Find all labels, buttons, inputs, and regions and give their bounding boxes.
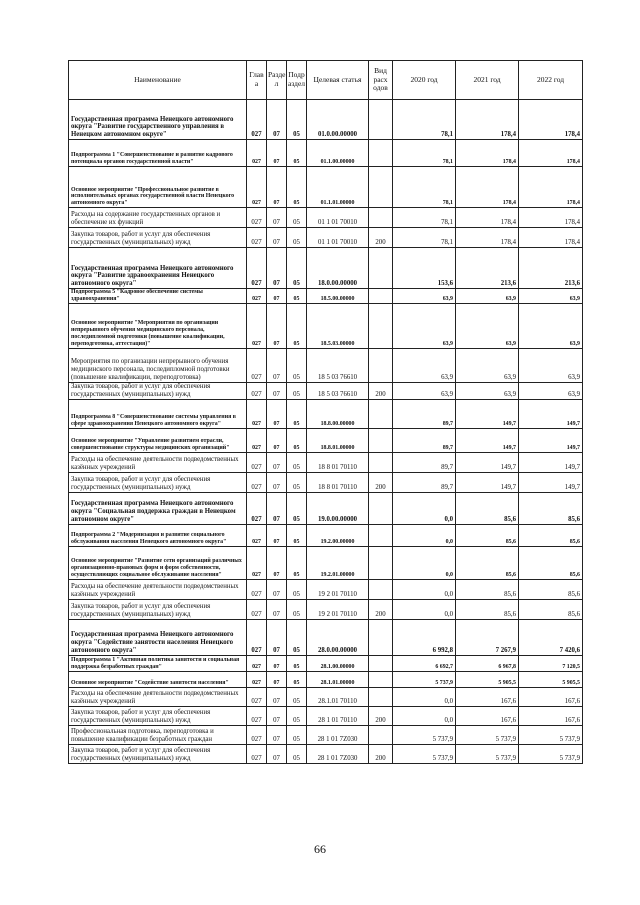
cell-name: Мероприятия по организации непрерывного обучения медицинского персонала, последипломной подготовки (повышение квалификации, переподготовка) — [69, 348, 247, 382]
cell-y2022: 7 120,5 — [519, 655, 583, 671]
cell-podrazdel: 05 — [287, 492, 307, 524]
cell-y2020: 78,1 — [393, 140, 456, 167]
cell-y2021: 5 905,5 — [456, 671, 519, 687]
cell-y2020: 89,7 — [393, 472, 456, 492]
cell-name: Закупка товаров, работ и услуг для обеспечения государственных (муниципальных) нужд — [69, 228, 247, 248]
cell-y2020: 0,0 — [393, 687, 456, 706]
cell-razdel: 07 — [267, 706, 287, 725]
cell-vid — [369, 167, 393, 208]
cell-y2021: 6 967,8 — [456, 655, 519, 671]
cell-glava: 027 — [247, 472, 267, 492]
cell-podrazdel: 05 — [287, 382, 307, 399]
cell-razdel: 07 — [267, 208, 287, 228]
cell-name: Подпрограмма 1 "Совершенствование и развитие кадрового потенциала органов государственной власти" — [69, 140, 247, 167]
table-row — [69, 725, 583, 744]
cell-y2022: 149,7 — [519, 452, 583, 472]
cell-name: Государственная программа Ненецкого автономного округа "Содействие занятости населения Ненецкого автономного округа" — [69, 619, 247, 655]
cell-target: 28 1 01 70110 — [307, 706, 369, 725]
cell-razdel: 07 — [267, 399, 287, 428]
cell-target: 28 1 01 7Z030 — [307, 725, 369, 744]
cell-podrazdel: 05 — [287, 687, 307, 706]
table-row — [69, 492, 583, 524]
cell-vid: 200 — [369, 744, 393, 763]
cell-target: 18.8.00.00000 — [307, 399, 369, 428]
cell-target: 18 8 01 70110 — [307, 452, 369, 472]
cell-vid — [369, 546, 393, 579]
cell-y2021: 149,7 — [456, 452, 519, 472]
cell-razdel: 07 — [267, 382, 287, 399]
cell-vid — [369, 655, 393, 671]
cell-y2020: 63,9 — [393, 382, 456, 399]
cell-target: 18 5 03 76610 — [307, 382, 369, 399]
cell-y2021: 63,9 — [456, 303, 519, 348]
cell-vid — [369, 671, 393, 687]
cell-y2021: 85,6 — [456, 546, 519, 579]
cell-target: 18.5.03.00000 — [307, 303, 369, 348]
cell-razdel: 07 — [267, 228, 287, 248]
cell-y2021: 178,4 — [456, 100, 519, 140]
cell-y2020: 89,7 — [393, 399, 456, 428]
cell-glava: 027 — [247, 428, 267, 452]
cell-y2022: 178,4 — [519, 140, 583, 167]
cell-name: Закупка товаров, работ и услуг для обеспечения государственных (муниципальных) нужд — [69, 599, 247, 619]
cell-target: 28.1.01 70110 — [307, 687, 369, 706]
cell-y2020: 0,0 — [393, 524, 456, 546]
cell-podrazdel: 05 — [287, 579, 307, 599]
table-row — [69, 706, 583, 725]
header-vid: Вид расх одов — [369, 61, 393, 100]
cell-target: 01.1.01.00000 — [307, 167, 369, 208]
cell-podrazdel: 05 — [287, 348, 307, 382]
cell-name: Подпрограмма 1 "Активная политика занятости и социальная поддержка безработных граждан" — [69, 655, 247, 671]
cell-vid — [369, 428, 393, 452]
cell-vid — [369, 619, 393, 655]
cell-podrazdel: 05 — [287, 619, 307, 655]
cell-razdel: 07 — [267, 619, 287, 655]
table-row — [69, 452, 583, 472]
cell-glava: 027 — [247, 744, 267, 763]
cell-vid: 200 — [369, 228, 393, 248]
cell-y2020: 0,0 — [393, 706, 456, 725]
cell-y2020: 6 992,8 — [393, 619, 456, 655]
table-row — [69, 399, 583, 428]
cell-podrazdel: 05 — [287, 725, 307, 744]
cell-glava: 027 — [247, 289, 267, 304]
cell-target: 19 2 01 70110 — [307, 599, 369, 619]
cell-razdel: 07 — [267, 167, 287, 208]
cell-vid: 200 — [369, 706, 393, 725]
cell-glava: 027 — [247, 687, 267, 706]
cell-vid — [369, 100, 393, 140]
cell-glava: 027 — [247, 167, 267, 208]
cell-name: Подпрограмма 5 "Кадровое обеспечение системы здравоохранения" — [69, 289, 247, 304]
cell-y2022: 213,6 — [519, 248, 583, 289]
cell-razdel: 07 — [267, 492, 287, 524]
cell-name: Закупка товаров, работ и услуг для обеспечения государственных (муниципальных) нужд — [69, 706, 247, 725]
cell-vid: 200 — [369, 599, 393, 619]
cell-y2020: 89,7 — [393, 452, 456, 472]
cell-target: 19.2.00.00000 — [307, 524, 369, 546]
cell-name: Государственная программа Ненецкого автономного округа "Социальная поддержка граждан в Ненецком автономном округе" — [69, 492, 247, 524]
header-razdel: Разде л — [267, 61, 287, 100]
cell-target: 01.0.00.00000 — [307, 100, 369, 140]
cell-y2021: 149,7 — [456, 472, 519, 492]
cell-podrazdel: 05 — [287, 428, 307, 452]
cell-y2020: 78,1 — [393, 100, 456, 140]
table-row — [69, 671, 583, 687]
cell-glava: 027 — [247, 140, 267, 167]
cell-podrazdel: 05 — [287, 671, 307, 687]
cell-y2021: 149,7 — [456, 399, 519, 428]
cell-y2021: 85,6 — [456, 492, 519, 524]
cell-glava: 027 — [247, 706, 267, 725]
cell-y2022: 63,9 — [519, 382, 583, 399]
cell-y2020: 5 737,9 — [393, 725, 456, 744]
cell-glava: 027 — [247, 208, 267, 228]
cell-y2020: 63,9 — [393, 348, 456, 382]
cell-y2022: 149,7 — [519, 472, 583, 492]
cell-vid: 200 — [369, 472, 393, 492]
table-header-row — [69, 61, 583, 100]
cell-name: Расходы на обеспечение деятельности подведомственных казённых учреждений — [69, 687, 247, 706]
cell-y2022: 178,4 — [519, 100, 583, 140]
cell-y2021: 63,9 — [456, 382, 519, 399]
cell-podrazdel: 05 — [287, 167, 307, 208]
cell-y2021: 178,4 — [456, 228, 519, 248]
cell-name: Подпрограмма 8 "Совершенствование системы управления в сфере здравоохранения Ненецкого автономного округа" — [69, 399, 247, 428]
header-2020: 2020 год — [393, 61, 456, 100]
table-row — [69, 687, 583, 706]
cell-glava: 027 — [247, 671, 267, 687]
cell-target: 18.0.00.00000 — [307, 248, 369, 289]
cell-vid — [369, 579, 393, 599]
table-row — [69, 289, 583, 304]
cell-razdel: 07 — [267, 524, 287, 546]
cell-podrazdel: 05 — [287, 706, 307, 725]
table-row — [69, 744, 583, 763]
cell-target: 19 2 01 70110 — [307, 579, 369, 599]
cell-vid — [369, 725, 393, 744]
cell-y2021: 5 737,9 — [456, 725, 519, 744]
cell-y2020: 78,1 — [393, 228, 456, 248]
table-row — [69, 619, 583, 655]
cell-podrazdel: 05 — [287, 248, 307, 289]
cell-podrazdel: 05 — [287, 655, 307, 671]
cell-y2020: 78,1 — [393, 167, 456, 208]
cell-y2022: 178,4 — [519, 167, 583, 208]
table-row — [69, 579, 583, 599]
cell-y2020: 0,0 — [393, 492, 456, 524]
cell-name: Основное мероприятие "Мероприятия по организации непрерывного обучения медицинского персонала, последипломной подготовки (повышение квалификации, переподготовка, аттестация)" — [69, 303, 247, 348]
table-row — [69, 655, 583, 671]
cell-glava: 027 — [247, 100, 267, 140]
cell-vid — [369, 248, 393, 289]
cell-y2020: 63,9 — [393, 289, 456, 304]
cell-podrazdel: 05 — [287, 744, 307, 763]
cell-name: Основное мероприятие "Профессиональное развитие в исполнительных органах государственной власти Ненецкого автономного округа" — [69, 167, 247, 208]
cell-y2022: 7 420,6 — [519, 619, 583, 655]
cell-podrazdel: 05 — [287, 100, 307, 140]
cell-y2022: 167,6 — [519, 687, 583, 706]
table-row — [69, 472, 583, 492]
cell-y2020: 0,0 — [393, 599, 456, 619]
table-row — [69, 348, 583, 382]
table-body — [69, 100, 583, 764]
cell-glava: 027 — [247, 655, 267, 671]
cell-target: 01 1 01 70010 — [307, 228, 369, 248]
cell-name: Государственная программа Ненецкого автономного округа "Развитие государственного управления в Ненецком автономном округе" — [69, 100, 247, 140]
cell-target: 18.8.01.00000 — [307, 428, 369, 452]
cell-glava: 027 — [247, 579, 267, 599]
cell-y2021: 167,6 — [456, 687, 519, 706]
cell-y2022: 167,6 — [519, 706, 583, 725]
cell-glava: 027 — [247, 248, 267, 289]
cell-podrazdel: 05 — [287, 399, 307, 428]
cell-podrazdel: 05 — [287, 546, 307, 579]
cell-y2022: 85,6 — [519, 599, 583, 619]
cell-y2020: 5 737,9 — [393, 744, 456, 763]
cell-y2021: 7 267,9 — [456, 619, 519, 655]
cell-y2021: 213,6 — [456, 248, 519, 289]
cell-name: Основное мероприятие "Содействие занятости населения" — [69, 671, 247, 687]
cell-razdel: 07 — [267, 579, 287, 599]
cell-y2022: 85,6 — [519, 492, 583, 524]
cell-y2022: 63,9 — [519, 289, 583, 304]
cell-glava: 027 — [247, 228, 267, 248]
cell-y2022: 85,6 — [519, 579, 583, 599]
cell-vid — [369, 399, 393, 428]
cell-razdel: 07 — [267, 248, 287, 289]
cell-y2021: 167,6 — [456, 706, 519, 725]
header-glava: Глав а — [247, 61, 267, 100]
cell-y2020: 0,0 — [393, 579, 456, 599]
cell-y2022: 63,9 — [519, 348, 583, 382]
cell-glava: 027 — [247, 399, 267, 428]
cell-name: Расходы на содержание государственных органов и обеспечение их функций — [69, 208, 247, 228]
cell-razdel: 07 — [267, 140, 287, 167]
table-row — [69, 167, 583, 208]
cell-podrazdel: 05 — [287, 472, 307, 492]
cell-razdel: 07 — [267, 546, 287, 579]
header-target: Целевая статья — [307, 61, 369, 100]
cell-glava: 027 — [247, 524, 267, 546]
cell-razdel: 07 — [267, 744, 287, 763]
cell-target: 28.0.00.00000 — [307, 619, 369, 655]
cell-razdel: 07 — [267, 725, 287, 744]
table-row — [69, 228, 583, 248]
cell-glava: 027 — [247, 348, 267, 382]
table-row — [69, 599, 583, 619]
cell-razdel: 07 — [267, 428, 287, 452]
cell-vid — [369, 140, 393, 167]
cell-y2020: 0,0 — [393, 546, 456, 579]
cell-y2021: 178,4 — [456, 208, 519, 228]
cell-y2020: 63,9 — [393, 303, 456, 348]
cell-name: Закупка товаров, работ и услуг для обеспечения государственных (муниципальных) нужд — [69, 744, 247, 763]
cell-y2021: 85,6 — [456, 579, 519, 599]
cell-target: 19.0.00.00000 — [307, 492, 369, 524]
cell-y2022: 5 737,9 — [519, 725, 583, 744]
cell-y2021: 63,9 — [456, 289, 519, 304]
cell-y2022: 85,6 — [519, 546, 583, 579]
cell-razdel: 07 — [267, 472, 287, 492]
cell-glava: 027 — [247, 303, 267, 348]
cell-name: Государственная программа Ненецкого автономного округа "Развитие здравоохранения Ненецкого автономного округа" — [69, 248, 247, 289]
cell-y2021: 85,6 — [456, 524, 519, 546]
table-row — [69, 100, 583, 140]
cell-y2021: 85,6 — [456, 599, 519, 619]
cell-name: Основное мероприятие "Развитие сети организаций различных организационно-правовых форм и форм собственности, осуществляющих социальное обслуживание населения" — [69, 546, 247, 579]
cell-target: 18.5.00.00000 — [307, 289, 369, 304]
cell-y2022: 149,7 — [519, 399, 583, 428]
cell-y2021: 5 737,9 — [456, 744, 519, 763]
cell-y2020: 78,1 — [393, 208, 456, 228]
cell-podrazdel: 05 — [287, 524, 307, 546]
cell-razdel: 07 — [267, 348, 287, 382]
cell-glava: 027 — [247, 546, 267, 579]
cell-y2022: 178,4 — [519, 228, 583, 248]
table-row — [69, 208, 583, 228]
cell-razdel: 07 — [267, 303, 287, 348]
cell-vid — [369, 524, 393, 546]
cell-name: Основное мероприятие "Управление развитием отрасли, совершенствование структуры медицинских организаций" — [69, 428, 247, 452]
cell-razdel: 07 — [267, 452, 287, 472]
budget-table — [68, 60, 583, 764]
cell-razdel: 07 — [267, 599, 287, 619]
cell-podrazdel: 05 — [287, 228, 307, 248]
cell-vid — [369, 303, 393, 348]
cell-y2022: 149,7 — [519, 428, 583, 452]
cell-vid: 200 — [369, 382, 393, 399]
cell-razdel: 07 — [267, 100, 287, 140]
table-row — [69, 382, 583, 399]
cell-y2022: 5 905,5 — [519, 671, 583, 687]
cell-vid — [369, 208, 393, 228]
cell-name: Подпрограмма 2 "Модернизация и развитие социального обслуживания населения Ненецкого автономного округа" — [69, 524, 247, 546]
cell-razdel: 07 — [267, 671, 287, 687]
cell-target: 28.1.01.00000 — [307, 671, 369, 687]
table-row — [69, 524, 583, 546]
cell-razdel: 07 — [267, 289, 287, 304]
cell-y2022: 178,4 — [519, 208, 583, 228]
cell-glava: 027 — [247, 599, 267, 619]
cell-podrazdel: 05 — [287, 599, 307, 619]
cell-vid — [369, 289, 393, 304]
header-2021: 2021 год — [456, 61, 519, 100]
cell-vid — [369, 348, 393, 382]
cell-podrazdel: 05 — [287, 140, 307, 167]
cell-y2021: 149,7 — [456, 428, 519, 452]
cell-name: Расходы на обеспечение деятельности подведомственных казённых учреждений — [69, 579, 247, 599]
table-row — [69, 248, 583, 289]
cell-y2020: 153,6 — [393, 248, 456, 289]
cell-y2022: 85,6 — [519, 524, 583, 546]
cell-vid — [369, 492, 393, 524]
cell-glava: 027 — [247, 452, 267, 472]
cell-target: 19.2.01.00000 — [307, 546, 369, 579]
cell-y2020: 5 737,9 — [393, 671, 456, 687]
page-number: 66 — [314, 842, 326, 856]
table-row — [69, 428, 583, 452]
cell-target: 28 1 01 7Z030 — [307, 744, 369, 763]
table-row — [69, 140, 583, 167]
cell-name: Закупка товаров, работ и услуг для обеспечения государственных (муниципальных) нужд — [69, 472, 247, 492]
cell-y2020: 6 692,7 — [393, 655, 456, 671]
cell-target: 18 5 03 76610 — [307, 348, 369, 382]
cell-y2021: 178,4 — [456, 167, 519, 208]
header-name: Наименование — [69, 61, 247, 100]
cell-name: Расходы на обеспечение деятельности подведомственных казённых учреждений — [69, 452, 247, 472]
cell-y2022: 63,9 — [519, 303, 583, 348]
cell-glava: 027 — [247, 492, 267, 524]
cell-razdel: 07 — [267, 655, 287, 671]
cell-podrazdel: 05 — [287, 289, 307, 304]
cell-name: Закупка товаров, работ и услуг для обеспечения государственных (муниципальных) нужд — [69, 382, 247, 399]
cell-vid — [369, 687, 393, 706]
cell-glava: 027 — [247, 725, 267, 744]
header-2022: 2022 год — [519, 61, 583, 100]
cell-y2021: 63,9 — [456, 348, 519, 382]
cell-podrazdel: 05 — [287, 208, 307, 228]
cell-target: 01 1 01 70010 — [307, 208, 369, 228]
cell-target: 18 8 01 70110 — [307, 472, 369, 492]
cell-target: 28.1.00.00000 — [307, 655, 369, 671]
cell-glava: 027 — [247, 619, 267, 655]
header-podrazdel: Подр аздел — [287, 61, 307, 100]
cell-razdel: 07 — [267, 687, 287, 706]
cell-name: Профессиональная подготовка, переподготовка и повышение квалификации безработных граждан — [69, 725, 247, 744]
cell-glava: 027 — [247, 382, 267, 399]
cell-podrazdel: 05 — [287, 452, 307, 472]
table-row — [69, 303, 583, 348]
cell-podrazdel: 05 — [287, 303, 307, 348]
cell-target: 01.1.00.00000 — [307, 140, 369, 167]
cell-y2022: 5 737,9 — [519, 744, 583, 763]
cell-y2021: 178,4 — [456, 140, 519, 167]
cell-y2020: 89,7 — [393, 428, 456, 452]
table-row — [69, 546, 583, 579]
cell-vid — [369, 452, 393, 472]
